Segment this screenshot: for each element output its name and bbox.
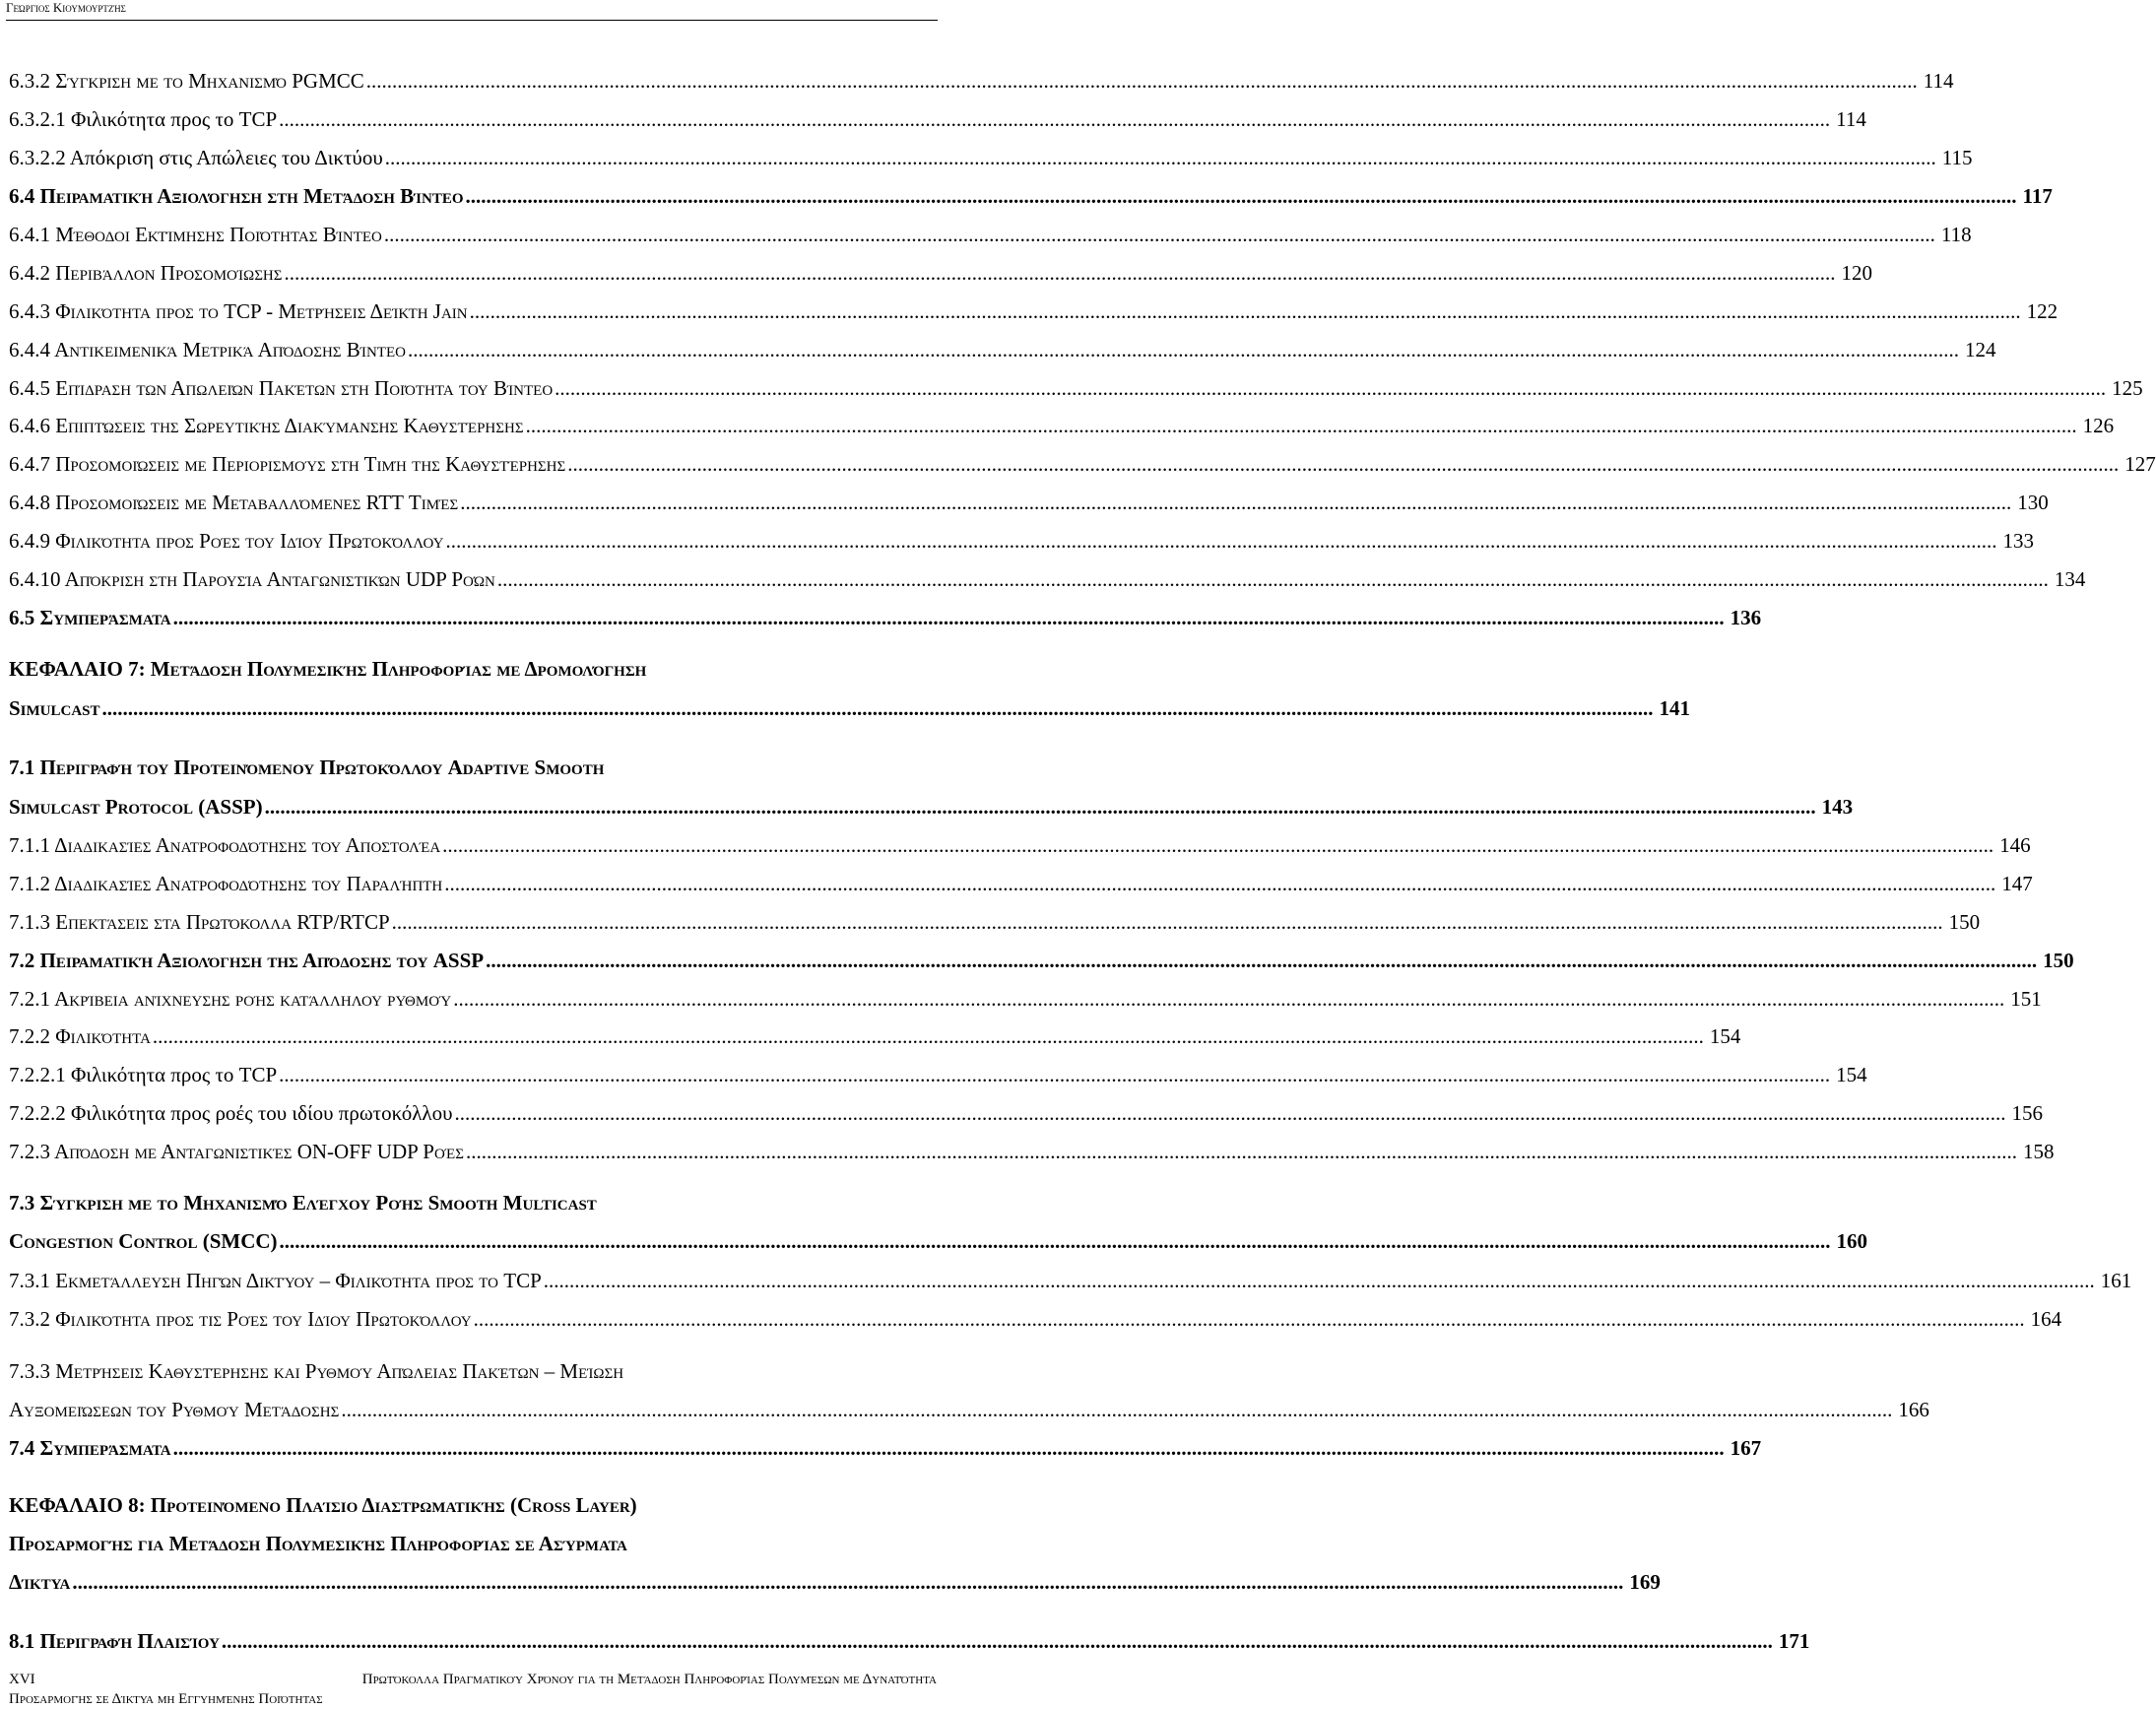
toc-entry[interactable] bbox=[9, 693, 1691, 723]
toc-entry-title: 7.1.1 Διαδικασίες Ανατροφοδότησης του Αποστολέα bbox=[9, 833, 441, 857]
toc-entry-title: 7.1.2 Διαδικασίες Ανατροφοδότησης του Παραλήπτη bbox=[9, 872, 443, 895]
toc-entry-title: 6.4.1 Μέθοδοι Εκτίμησης Ποιότητας Βίντεο bbox=[9, 223, 382, 246]
dot-leader bbox=[384, 220, 1935, 249]
footer-title-line-1: Πρωτόκολλα Πραγματικού Χρόνου για τη Μετάδοση Πληροφορίας Πολυμέσων με Δυνατότητα bbox=[361, 1672, 937, 1687]
toc-entry[interactable] bbox=[9, 1098, 2043, 1128]
toc-entry[interactable] bbox=[9, 1490, 937, 1520]
toc-entry-title: Αυξομειώσεων του Ρυθμού Μετάδοσης bbox=[9, 1398, 340, 1421]
toc-entry[interactable] bbox=[9, 449, 2156, 479]
dot-leader bbox=[222, 1626, 1773, 1656]
toc-entry-title: 7.2 Πειραματική Αξιολόγηση της Απόδοσης του ASSP bbox=[9, 949, 485, 972]
toc-entry[interactable] bbox=[9, 869, 2033, 898]
toc-entry-title: 7.3.1 Εκμετάλλευση Πηγών Δικτύου – Φιλικότητα προς το TCP bbox=[9, 1269, 542, 1292]
toc-entry[interactable] bbox=[9, 753, 937, 782]
toc-entry[interactable] bbox=[9, 1226, 1868, 1256]
dot-leader bbox=[453, 984, 2004, 1014]
toc-entry-page: 156 bbox=[2011, 1101, 2043, 1125]
footer-title-line-2: Προσαρμογής σε Δίκτυα μη Εγγυημένης Ποιότητας bbox=[9, 1691, 323, 1707]
toc-entry[interactable] bbox=[9, 104, 1866, 134]
toc-entry-page: 130 bbox=[2017, 491, 2049, 514]
dot-leader bbox=[366, 66, 1918, 96]
toc-entry-page: 158 bbox=[2022, 1140, 2055, 1163]
toc-entry[interactable] bbox=[9, 373, 2143, 403]
toc-entry-page: 147 bbox=[2001, 872, 2033, 895]
toc-entry-title: 8.1 Περιγραφή Πλαισίου bbox=[9, 1629, 220, 1653]
dot-leader bbox=[385, 143, 1936, 172]
toc-entry[interactable] bbox=[9, 1137, 2055, 1166]
running-footer bbox=[9, 1670, 937, 1709]
toc-entry[interactable] bbox=[9, 654, 937, 684]
toc-entry-page: 118 bbox=[1940, 223, 1972, 246]
dot-leader bbox=[454, 1098, 2005, 1128]
toc-entry-page: 136 bbox=[1730, 606, 1762, 629]
toc-entry-title: 7.2.2 Φιλικότητα bbox=[9, 1024, 151, 1048]
toc-entry-page: 143 bbox=[1821, 795, 1854, 819]
dot-leader bbox=[466, 1137, 2017, 1166]
toc-entry-page: 171 bbox=[1778, 1629, 1810, 1653]
toc-entry[interactable] bbox=[9, 1060, 1867, 1089]
toc-entry-title: 7.3.2 Φιλικότητα προς τις Ροές του Ιδίου Πρωτοκόλλου bbox=[9, 1307, 472, 1331]
toc-entry[interactable] bbox=[9, 907, 1981, 937]
toc-entry[interactable] bbox=[9, 1395, 1929, 1424]
toc-entry-page: 151 bbox=[2010, 987, 2042, 1011]
dot-leader bbox=[280, 1226, 1831, 1256]
dot-leader bbox=[526, 411, 2077, 440]
toc-entry-page: 146 bbox=[1999, 833, 2031, 857]
dot-leader bbox=[341, 1395, 1892, 1424]
footer-page-label: XVI bbox=[9, 1672, 35, 1687]
toc-entry-page: 120 bbox=[1841, 261, 1872, 285]
toc-entry[interactable] bbox=[9, 564, 2086, 594]
toc-entry-title: 6.3.2.1 Φιλικότητα προς το TCP bbox=[9, 107, 278, 131]
toc-entry-page: 115 bbox=[1941, 146, 1973, 169]
toc-entry-title: 6.4.2 Περιβάλλον Προσομοίωσης bbox=[9, 261, 283, 285]
toc-entry-title: ΚΕΦΑΛΑΙΟ 8: Προτεινόμενο Πλαίσιο Διαστρωματικής (Cross Layer) bbox=[9, 1493, 637, 1517]
toc-entry-title: 6.4.6 Επιπτώσεις της Σωρευτικής Διακύμανσης Καθυστέρησης bbox=[9, 414, 524, 437]
toc-entry-title: 7.3.3 Μετρήσεις Καθυστέρησης και Ρυθμού Απώλειας Πακέτων – Μείωση bbox=[9, 1359, 624, 1383]
toc-entry[interactable] bbox=[9, 411, 2115, 440]
toc-entry[interactable] bbox=[9, 1266, 2132, 1295]
toc-entry-page: 125 bbox=[2112, 376, 2143, 400]
dot-leader bbox=[555, 373, 2106, 403]
toc-entry[interactable] bbox=[9, 946, 2074, 975]
dot-leader bbox=[486, 946, 2037, 975]
toc-entry-title: 6.4.4 Αντικειμενικά Μετρικά Απόδοσης Βίντεο bbox=[9, 338, 406, 362]
toc-entry-title: 6.4.3 Φιλικότητα προς το TCP - Μετρήσεις Δείκτη Jain bbox=[9, 299, 468, 323]
toc-entry-page: 134 bbox=[2054, 567, 2086, 591]
toc-entry[interactable] bbox=[9, 220, 1972, 249]
toc-entry-title: ΚΕΦΑΛΑΙΟ 7: Μετάδοση Πολυμεσικής Πληροφορίας με Δρομολόγηση bbox=[9, 657, 647, 681]
toc-entry[interactable] bbox=[9, 1433, 1762, 1463]
toc-entry-title: 6.4.8 Προσομοιώσεις με Μεταβαλλόμενες RTT Τιμές bbox=[9, 491, 459, 514]
toc-entry[interactable] bbox=[9, 1529, 937, 1558]
toc-entry-page: 169 bbox=[1629, 1570, 1661, 1594]
toc-entry-page: 150 bbox=[2043, 949, 2074, 972]
running-header: Γεώργιος Κιουμουρτζής bbox=[6, 0, 126, 15]
dot-leader bbox=[544, 1266, 2095, 1295]
toc-entry-page: 114 bbox=[1923, 69, 1954, 93]
toc-entry-title: 6.3.2 Σύγκριση με το Μηχανισμό PGMCC bbox=[9, 69, 364, 93]
toc-entry-title: 7.2.1 Ακρίβεια ανίχνευσης ροής κατάλληλου ρυθμού bbox=[9, 987, 452, 1011]
dot-leader bbox=[474, 1304, 2025, 1334]
toc-entry[interactable] bbox=[9, 1021, 1741, 1051]
dot-leader bbox=[72, 1567, 1623, 1597]
dot-leader bbox=[466, 181, 2017, 211]
toc-entry[interactable] bbox=[9, 258, 1872, 288]
toc-entry-page: 133 bbox=[2002, 529, 2034, 553]
dot-leader bbox=[497, 564, 2049, 594]
toc-entry[interactable] bbox=[9, 984, 2042, 1014]
dot-leader bbox=[392, 907, 1943, 937]
dot-leader bbox=[173, 1433, 1725, 1463]
toc-entry-page: 117 bbox=[2022, 184, 2053, 208]
toc-entry[interactable] bbox=[9, 603, 1762, 632]
toc-entry-title: 6.4.10 Απόκριση στη Παρουσία Ανταγωνιστικών UDP Ροών bbox=[9, 567, 495, 591]
dot-leader bbox=[173, 603, 1725, 632]
toc-entry[interactable] bbox=[9, 526, 2034, 556]
toc-entry-page: 114 bbox=[1836, 107, 1866, 131]
toc-entry-page: 141 bbox=[1659, 696, 1691, 720]
toc-entry-title: Congestion Control (SMCC) bbox=[9, 1229, 278, 1253]
toc-entry[interactable] bbox=[9, 296, 2058, 326]
toc-entry-title: 7.1 Περιγραφή του Προτεινόμενου Πρωτοκόλλου Adaptive Smooth bbox=[9, 756, 605, 779]
toc-entry-title: 6.4.9 Φιλικότητα προς Ροές του Ιδίου Πρωτοκόλλου bbox=[9, 529, 444, 553]
dot-leader bbox=[408, 335, 1959, 364]
toc-entry-page: 167 bbox=[1730, 1436, 1762, 1460]
toc-entry-title: Δίκτυα bbox=[9, 1570, 71, 1594]
toc-entry-title: 7.4 Συμπεράσματα bbox=[9, 1436, 171, 1460]
toc-entry-page: 124 bbox=[1964, 338, 1996, 362]
toc-entry-page: 150 bbox=[1948, 910, 1981, 934]
toc-entry-title: 6.4.5 Επίδραση των Απωλειών Πακέτων στη Ποιότητα του Βίντεο bbox=[9, 376, 554, 400]
toc-entry[interactable] bbox=[9, 143, 1973, 172]
toc-entry-title: 7.2.2.2 Φιλικότητα προς ροές του ιδίου πρωτοκόλλου bbox=[9, 1101, 453, 1125]
toc-entry-title: 6.4.7 Προσομοιώσεις με Περιορισμούς στη Τιμή της Καθυστέρησης bbox=[9, 452, 566, 476]
toc-entry-title: 7.3 Σύγκριση με το Μηχανισμό Ελέγχου Ροής Smooth Multicast bbox=[9, 1191, 597, 1215]
toc-entry-page: 164 bbox=[2030, 1307, 2062, 1331]
toc-entry[interactable] bbox=[9, 792, 1854, 822]
toc-entry[interactable] bbox=[9, 1356, 937, 1386]
dot-leader bbox=[460, 488, 2011, 517]
toc-entry[interactable] bbox=[9, 181, 2053, 211]
dot-leader bbox=[442, 830, 1993, 860]
toc-entry-page: 126 bbox=[2082, 414, 2115, 437]
dot-leader bbox=[445, 526, 1996, 556]
toc-entry-page: 166 bbox=[1898, 1398, 1929, 1421]
dot-leader bbox=[470, 296, 2021, 326]
dot-leader bbox=[285, 258, 1836, 288]
dot-leader bbox=[279, 104, 1830, 134]
toc-entry[interactable] bbox=[9, 1626, 1810, 1656]
toc-entry[interactable] bbox=[9, 488, 2049, 517]
dot-leader bbox=[153, 1021, 1704, 1051]
toc-entry-title: Simulcast bbox=[9, 696, 100, 720]
toc-entry-title: 7.2.3 Απόδοση με Ανταγωνιστικές ON-OFF UDP Ροές bbox=[9, 1140, 464, 1163]
toc-entry-page: 154 bbox=[1709, 1024, 1741, 1048]
toc-entry-title: 6.3.2.2 Απόκριση στις Απώλειες του Δικτύου bbox=[9, 146, 383, 169]
toc-entry-page: 127 bbox=[2124, 452, 2156, 476]
toc-entry[interactable] bbox=[9, 66, 1954, 96]
toc-entry-title: 6.5 Συμπεράσματα bbox=[9, 606, 171, 629]
dot-leader bbox=[279, 1060, 1830, 1089]
toc-entry-title: 7.2.2.1 Φιλικότητα προς το TCP bbox=[9, 1063, 278, 1086]
toc-entry-title: 7.1.3 Επεκτάσεις στα Πρωτόκολλα RTP/RTCP bbox=[9, 910, 390, 934]
toc-entry[interactable] bbox=[9, 335, 1996, 364]
toc-entry[interactable] bbox=[9, 1304, 2062, 1334]
toc-entry-page: 160 bbox=[1836, 1229, 1868, 1253]
toc-entry[interactable] bbox=[9, 1567, 1661, 1597]
toc-entry[interactable] bbox=[9, 1188, 937, 1217]
toc-entry-page: 154 bbox=[1836, 1063, 1867, 1086]
dot-leader bbox=[102, 693, 1654, 723]
toc-entry-title: Simulcast Protocol (ASSP) bbox=[9, 795, 263, 819]
dot-leader bbox=[265, 792, 1816, 822]
dot-leader bbox=[567, 449, 2119, 479]
toc-entry-page: 122 bbox=[2026, 299, 2058, 323]
toc-entry-page: 161 bbox=[2100, 1269, 2132, 1292]
toc-entry-title: Προσαρμογής για Μετάδοση Πολυμεσικής Πληροφορίας σε Ασύρματα bbox=[9, 1532, 627, 1555]
toc-entry[interactable] bbox=[9, 830, 2031, 860]
dot-leader bbox=[444, 869, 1995, 898]
toc-entry-title: 6.4 Πειραματική Αξιολόγηση στη Μετάδοση Βίντεο bbox=[9, 184, 464, 208]
